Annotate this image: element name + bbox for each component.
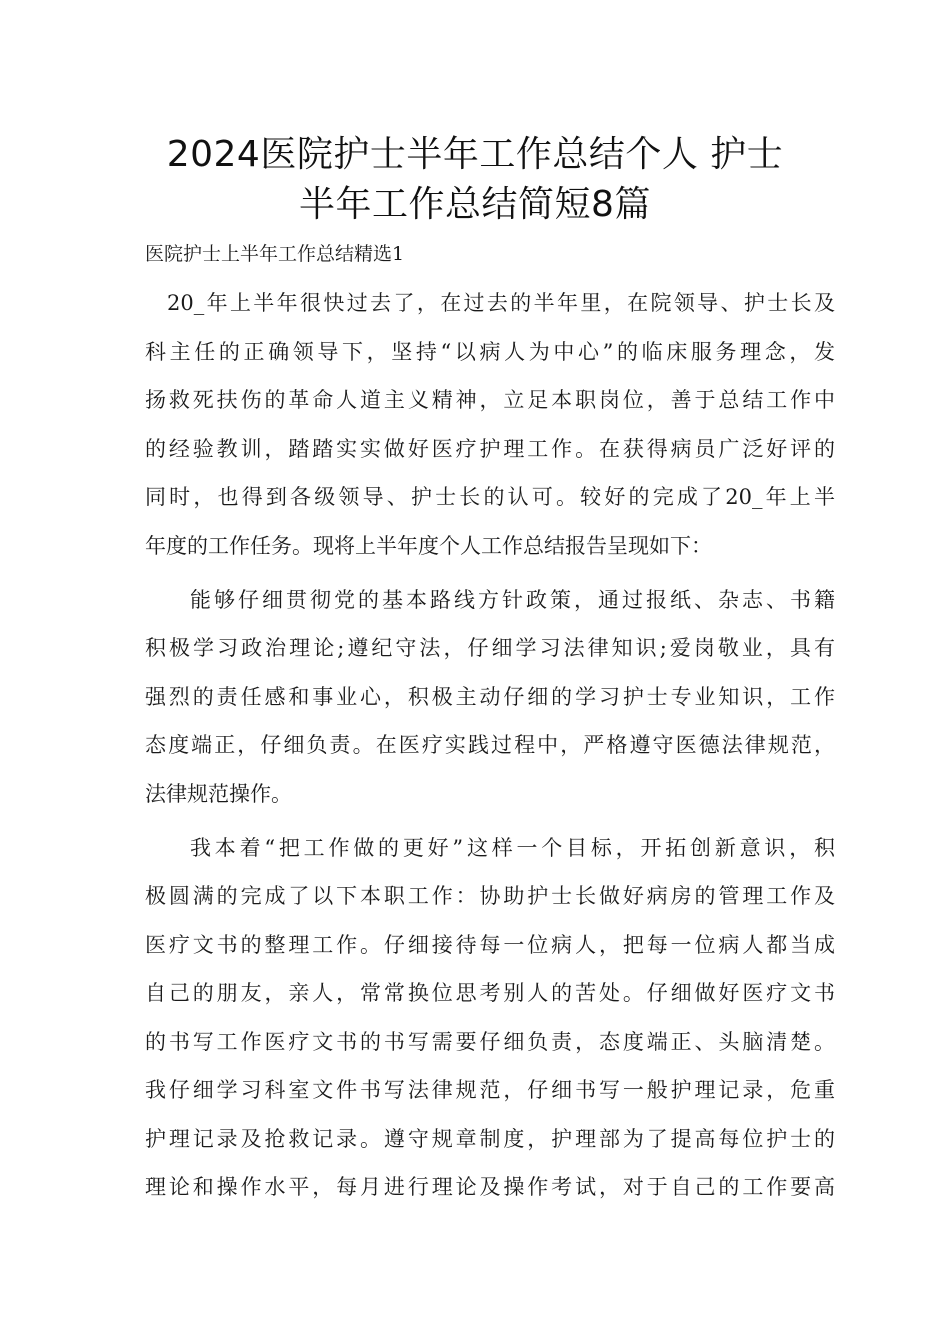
paragraph-3-line-7: 护理记录及抢救记录。遵守规章制度，护理部为了提高每位护士的	[145, 1127, 835, 1151]
paragraph-1-line-5: 同时，也得到各级领导、护士长的认可。较好的完成了20_年上半	[145, 485, 835, 509]
paragraph-2-line-1: 能够仔细贯彻党的基本路线方针政策，通过报纸、杂志、书籍	[190, 588, 835, 612]
section-heading: 医院护士上半年工作总结精选1	[145, 243, 405, 265]
paragraph-1-line-3: 扬救死扶伤的革命人道主义精神，立足本职岗位，善于总结工作中	[145, 388, 835, 412]
paragraph-1-line-6: 年度的工作任务。现将上半年度个人工作总结报告呈现如下：	[145, 534, 712, 558]
paragraph-1-line-2: 科主任的正确领导下，坚持“以病人为中心”的临床服务理念，发	[145, 340, 835, 364]
paragraph-2-line-4: 态度端正，仔细负责。在医疗实践过程中，严格遵守医德法律规范，	[145, 733, 835, 757]
paragraph-2-line-5: 法律规范操作。	[145, 782, 292, 806]
paragraph-3-line-6: 我仔细学习科室文件书写法律规范，仔细书写一般护理记录，危重	[145, 1078, 835, 1102]
document-title-line-1: 2024医院护士半年工作总结个人 护士	[166, 134, 784, 175]
paragraph-3-line-8: 理论和操作水平，每月进行理论及操作考试，对于自己的工作要高	[145, 1175, 835, 1199]
paragraph-3-line-3: 医疗文书的整理工作。仔细接待每一位病人，把每一位病人都当成	[145, 933, 835, 957]
paragraph-1-line-1: 20_年上半年很快过去了，在过去的半年里，在院领导、护士长及	[167, 291, 835, 315]
paragraph-3-line-5: 的书写工作医疗文书的书写需要仔细负责，态度端正、头脑清楚。	[145, 1030, 835, 1054]
document-title-line-2: 半年工作总结简短8篇	[299, 184, 651, 225]
paragraph-2-line-3: 强烈的责任感和事业心，积极主动仔细的学习护士专业知识，工作	[145, 685, 835, 709]
paragraph-3-line-4: 自己的朋友，亲人，常常换位思考别人的苦处。仔细做好医疗文书	[145, 981, 835, 1005]
paragraph-3-line-1: 我本着“把工作做的更好”这样一个目标，开拓创新意识，积	[190, 836, 835, 860]
paragraph-3-line-2: 极圆满的完成了以下本职工作：协助护士长做好病房的管理工作及	[145, 884, 835, 908]
paragraph-1-line-4: 的经验教训，踏踏实实做好医疗护理工作。在获得病员广泛好评的	[145, 437, 835, 461]
paragraph-2-line-2: 积极学习政治理论;遵纪守法，仔细学习法律知识;爱岗敬业，具有	[145, 636, 835, 660]
